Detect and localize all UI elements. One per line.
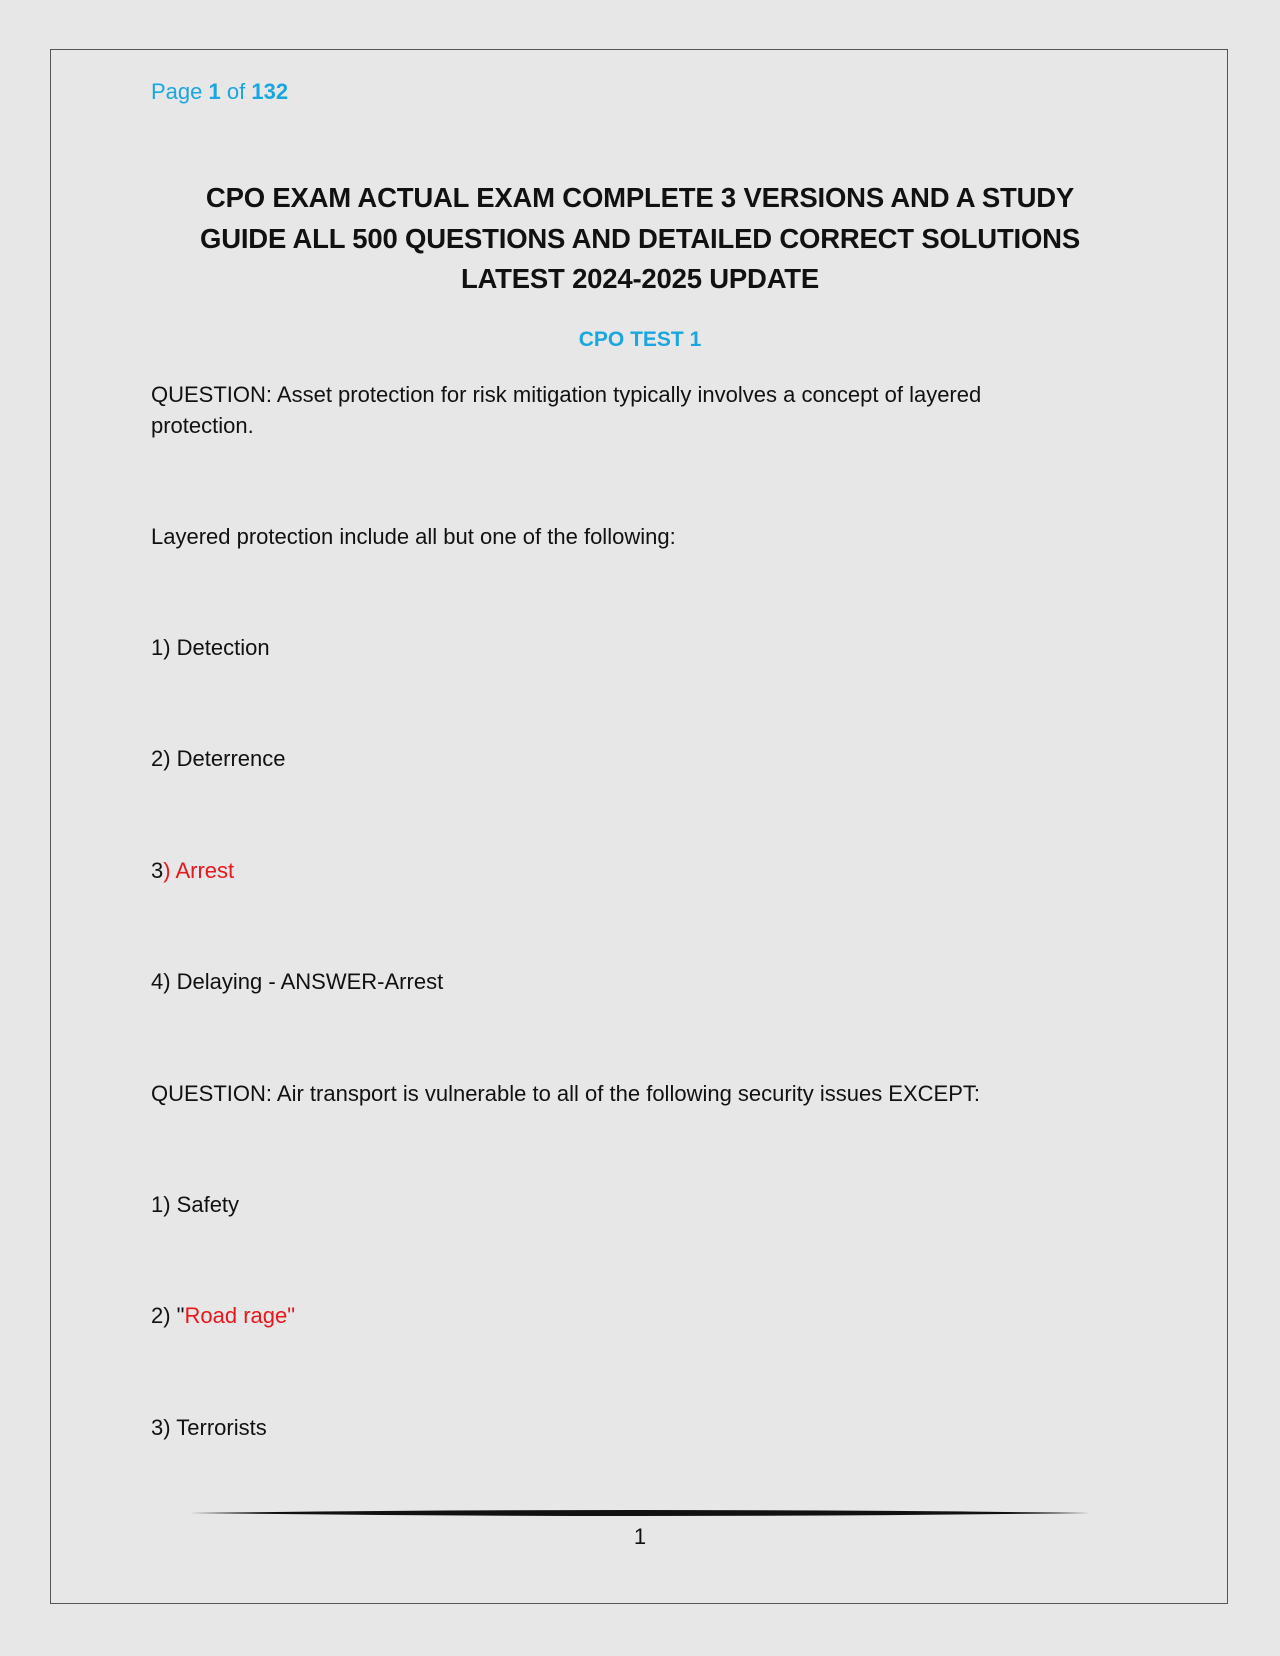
footer-page-number: 1 [633,1524,647,1549]
question-2-option-3: 3) Terrorists [151,1415,267,1440]
question-1-option-3-highlighted-answer: ) Arrest [163,858,235,883]
question-1-option-2: 2) Deterrence [151,746,286,771]
document-title-line-2: GUIDE ALL 500 QUESTIONS AND DETAILED CORRECT SOLUTIONS [200,222,1080,254]
page-current-number: 1 [208,79,221,104]
document-title-line-1: CPO EXAM ACTUAL EXAM COMPLETE 3 VERSIONS AND A STUDY [205,182,1075,213]
page-label: Page [151,79,203,104]
question-2-text: QUESTION: Air transport is vulnerable to all of the following security issues EXCEPT: [151,1081,980,1106]
question-1-option-4-with-answer: 4) Delaying - ANSWER-Arrest [151,969,444,994]
question-1-option-1: 1) Detection [151,635,270,660]
document-title-line-3: LATEST 2024-2025 UPDATE [460,263,820,294]
question-2-option-2-number: 2) " [151,1303,185,1328]
page-of-label: of [226,79,246,104]
page-total-number: 132 [251,79,289,104]
section-heading: CPO TEST 1 [578,328,702,351]
page-counter [151,78,288,106]
question-2-option-2 [151,1300,295,1331]
footer-divider-rule [190,1506,1090,1520]
document-title [150,178,1130,300]
question-2-option-2-highlighted-answer: Road rage" [184,1303,296,1328]
question-1-option-3 [151,855,234,886]
question-2-option-1: 1) Safety [151,1192,240,1217]
question-1-text-line-2: protection. [151,413,254,438]
question-1-text-line-1: QUESTION: Asset protection for risk mitigation typically involves a concept of layered [151,382,982,407]
question-1-option-3-number: 3 [151,858,164,883]
question-1-prompt: Layered protection include all but one of the following: [151,524,676,549]
